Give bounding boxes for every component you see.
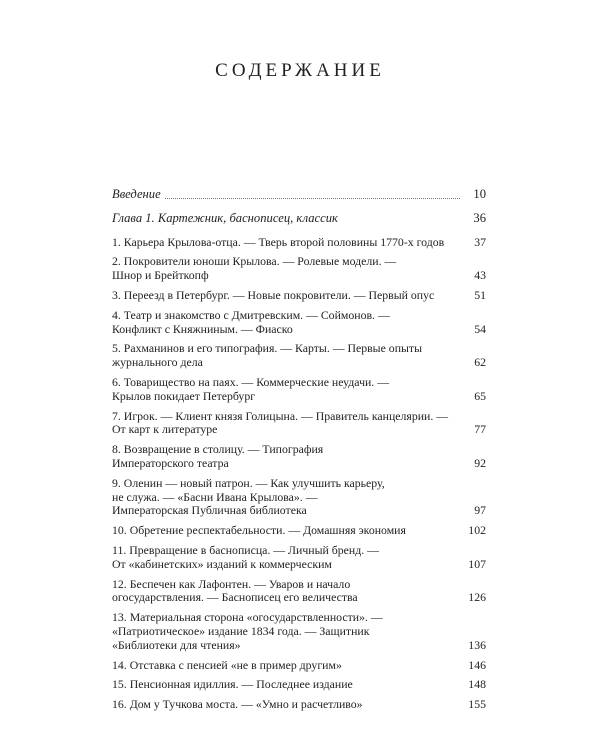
toc-entry-line — [112, 356, 486, 370]
toc-page-number: 43 — [474, 268, 486, 283]
toc-entry-line — [112, 269, 486, 283]
toc-entry-line-text: 2. Покровители юноши Крылова. — Ролевые модели. — — [112, 254, 397, 269]
toc-section-entry[interactable] — [112, 188, 486, 202]
toc-entry-line — [112, 309, 486, 323]
toc-entry-title — [112, 236, 486, 250]
toc-entry[interactable] — [112, 524, 486, 538]
toc-entry[interactable] — [112, 376, 486, 404]
toc-entry-title — [112, 410, 486, 438]
toc-entry-line-text: От карт к литературе — [112, 422, 218, 437]
toc-entry-line-text: 15. Пенсионная идиллия. — Последнее издание — [112, 677, 353, 692]
toc-entry-line — [112, 578, 486, 592]
toc-entry[interactable] — [112, 678, 486, 692]
toc-entry-line-text: 5. Рахманинов и его типография. — Карты. — Первые опыты — [112, 341, 423, 356]
toc-entry-line-text: Шнор и Брейткопф — [112, 268, 209, 283]
toc-entry[interactable] — [112, 578, 486, 606]
toc-entry-line — [112, 611, 486, 625]
toc-entry-title — [112, 544, 486, 572]
toc-entry-title — [112, 611, 486, 652]
toc-entry-line-text: 7. Игрок. — Клиент князя Голицына. — Правитель канцелярии. — — [112, 408, 449, 423]
toc-entry-line — [112, 457, 486, 471]
toc-page-number: 146 — [468, 657, 486, 672]
toc-entry[interactable] — [112, 410, 486, 438]
toc-page-number: 107 — [468, 556, 486, 571]
toc-entry-line-text: Императорского театра — [112, 455, 229, 470]
toc-entry-line — [112, 477, 486, 491]
toc-entry-line — [112, 544, 486, 558]
toc-entry-line — [112, 390, 486, 404]
toc-entry-line-text: 4. Театр и знакомство с Дмитревским. — Соймонов. — — [112, 307, 390, 322]
toc-entry-line — [112, 524, 486, 538]
toc-entry-line-text: От «кабинетских» изданий к коммерческим — [112, 556, 332, 571]
toc-entry-line-text: 3. Переезд в Петербург. — Новые покровители. — Первый опус — [112, 287, 435, 302]
toc-entry-title — [112, 255, 486, 283]
toc-entry-line — [112, 491, 486, 505]
toc-entry-line-text: Конфликт с Княжниным. — Фиаско — [112, 321, 293, 336]
toc-entry-line-text: 8. Возвращение в столицу. — Типография — [112, 442, 324, 457]
toc-entry-line — [112, 443, 486, 457]
toc-entry-line-text: Глава 1. Картежник, баснописец, классик — [112, 210, 338, 225]
toc-entry-line — [112, 236, 486, 250]
toc-entry-line-text: 10. Обретение респектабельности. — Домашняя экономия — [112, 523, 406, 538]
toc-entry[interactable] — [112, 443, 486, 471]
toc-page-number: 37 — [474, 234, 486, 249]
toc-leader — [165, 197, 460, 199]
toc-entry[interactable] — [112, 309, 486, 337]
toc-page-number: 10 — [473, 187, 486, 201]
toc-entry-line-text: 12. Беспечен как Лафонтен. — Уваров и начало — [112, 576, 351, 591]
toc-entry-line-text: «Библиотеки для чтения» — [112, 637, 241, 652]
toc-entry-line-text: 6. Товарищество на паях. — Коммерческие неудачи. — — [112, 374, 390, 389]
toc-entry-line-text: Императорская Публичная библиотека — [112, 503, 307, 518]
toc-entry-line — [112, 410, 486, 424]
page-title: СОДЕРЖАНИЕ — [215, 60, 385, 81]
toc-entry-line-text: «Патриотическое» издание 1834 года. — Защитник — [112, 623, 370, 638]
toc-page-number: 155 — [468, 697, 486, 712]
toc-entry-line — [112, 255, 486, 269]
toc-entry-line — [112, 323, 486, 337]
toc-page-number: 65 — [474, 388, 486, 403]
toc-entry-title — [112, 477, 486, 518]
toc-entry-line — [112, 558, 486, 572]
toc-entry-line-text: 1. Карьера Крылова-отца. — Тверь второй половины 1770-х годов — [112, 234, 445, 249]
toc-entry-line — [112, 376, 486, 390]
toc-page-number: 148 — [468, 677, 486, 692]
toc-entry-line — [112, 639, 486, 653]
toc-entry-title — [112, 289, 486, 303]
toc-entry-line-text: 16. Дом у Тучкова моста. — «Умно и расчетливо» — [112, 697, 363, 712]
toc-entry-title — [112, 678, 486, 692]
toc-entry-line-text: 11. Превращение в баснописца. — Личный бренд. — — [112, 542, 379, 557]
toc-entry[interactable] — [112, 544, 486, 572]
toc-page-number: 126 — [468, 590, 486, 605]
toc-entry-line — [112, 423, 486, 437]
toc-section-entry[interactable] — [112, 212, 486, 226]
toc-entry-line — [112, 342, 486, 356]
toc-entry-line — [112, 188, 486, 202]
toc-entry-title — [112, 578, 486, 606]
toc-entry-line-text: Крылов покидает Петербург — [112, 388, 256, 403]
toc-entry-line — [112, 698, 486, 712]
toc-entry-line — [112, 504, 486, 518]
toc-page-number: 97 — [474, 503, 486, 518]
toc-entry-line — [112, 212, 486, 226]
toc-page-number: 51 — [474, 287, 486, 302]
toc-entry-line-text: огосударствления. — Баснописец его величества — [112, 590, 358, 605]
table-of-contents — [112, 188, 486, 712]
toc-entry-title — [112, 524, 486, 538]
toc-entry-line — [112, 591, 486, 605]
toc-entry-title — [112, 698, 486, 712]
toc-entry-line-text: не служа. — «Басни Ивана Крылова». — — [112, 489, 318, 504]
toc-page-number: 54 — [474, 321, 486, 336]
toc-entry[interactable] — [112, 342, 486, 370]
toc-entry-line — [112, 678, 486, 692]
toc-entry[interactable] — [112, 255, 486, 283]
toc-entry[interactable] — [112, 659, 486, 673]
toc-page-number: 77 — [474, 422, 486, 437]
toc-page-number: 62 — [474, 355, 486, 370]
toc-entry-line — [112, 289, 486, 303]
toc-entry[interactable] — [112, 611, 486, 652]
toc-page-number: 92 — [474, 455, 486, 470]
toc-entry-line-text: Введение — [112, 187, 161, 201]
toc-entry[interactable] — [112, 236, 486, 250]
toc-entry[interactable] — [112, 289, 486, 303]
toc-entry-line-text: журнального дела — [112, 355, 203, 370]
toc-entry-line — [112, 625, 486, 639]
toc-entry-title — [112, 212, 486, 226]
toc-entry[interactable] — [112, 477, 486, 518]
toc-entry-title — [112, 376, 486, 404]
toc-page-number: 136 — [468, 637, 486, 652]
toc-entry-title — [112, 309, 486, 337]
toc-entry-title — [112, 659, 486, 673]
toc-entry-title — [112, 188, 486, 202]
toc-entry-title — [112, 342, 486, 370]
toc-entry[interactable] — [112, 698, 486, 712]
toc-entry-title — [112, 443, 486, 471]
toc-entry-line-text: 14. Отставка с пенсией «не в пример другим» — [112, 657, 342, 672]
toc-page-number: 36 — [473, 210, 486, 225]
toc-entry-line-text: 13. Материальная сторона «огосударствленности». — — [112, 610, 383, 625]
toc-entry-line-text: 9. Оленин — новый патрон. — Как улучшить карьеру, — [112, 475, 385, 490]
toc-page-number: 102 — [468, 523, 486, 538]
toc-entry-line — [112, 659, 486, 673]
